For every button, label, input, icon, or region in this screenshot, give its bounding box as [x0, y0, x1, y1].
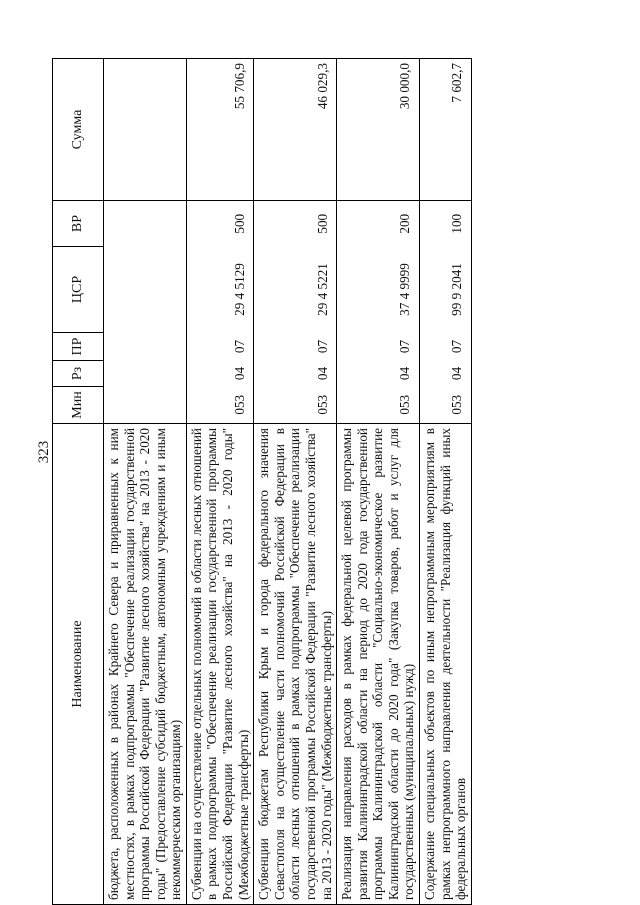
row-vr: 200: [337, 201, 420, 247]
row-pr: 07: [337, 333, 420, 361]
header-name: Наименование: [53, 424, 104, 905]
table-row: [254, 59, 337, 905]
row-vr: 500: [254, 201, 337, 247]
row-description: Реализация направления расходов в рамках федеральной целевой программы развития Калининградской области на период до 2020 года государственной программы Калининградской области "Социально-экономическое развитие Калининградской области до 2020 года" (Закупка товаров, работ и услуг для государственных (муниципальных) нужд): [337, 424, 420, 905]
header-csr: ЦСР: [53, 247, 104, 333]
row-csr: 29 4 5129: [186, 247, 253, 333]
header-sum: Сумма: [53, 59, 104, 201]
row-vr: 500: [186, 201, 253, 247]
header-rz: Рз: [53, 361, 104, 387]
row-sum: 30 000,0: [337, 59, 420, 201]
row-pr: 07: [419, 333, 471, 361]
row-rz: 04: [186, 361, 253, 387]
row-vr: [104, 201, 187, 247]
page-number: 323: [36, 440, 52, 464]
row-min: 053: [254, 387, 337, 424]
row-rz: 04: [419, 361, 471, 387]
row-min: 053: [419, 387, 471, 424]
row-description: Субвенции на осуществление отдельных полномочий в области лесных отношений в рамках подпрограммы "Обеспечение реализации государственной программы Российской Федерации "Развитие лесного хозяйства" на 2013 - 2020 годы" (Межбюджетные трансферты): [186, 424, 253, 905]
row-description: Содержание специальных объектов по иным непрограммным мероприятиям в рамках непрограммного направления деятельности "Реализация функций иных федеральных органов: [419, 424, 471, 905]
row-description: Субвенции бюджетам Республики Крым и города федерального значения Севастополя на осуществление части полномочий Российской Федерации в области лесных отношений в рамках подпрограммы "Обеспечение реализации государственной программы Российской Федерации "Развитие лесного хозяйства" на 2013 - 2020 годы" (Межбюджетные трансферты): [254, 424, 337, 905]
row-csr: 99 9 2041: [419, 247, 471, 333]
row-min: 053: [337, 387, 420, 424]
row-rz: [104, 361, 187, 387]
budget-table: [52, 58, 472, 905]
row-pr: 07: [186, 333, 253, 361]
row-sum: 46 029,3: [254, 59, 337, 201]
row-sum: 7 602,7: [419, 59, 471, 201]
row-pr: 07: [254, 333, 337, 361]
row-pr: [104, 333, 187, 361]
header-pr: ПР: [53, 333, 104, 361]
row-rz: 04: [254, 361, 337, 387]
row-min: [104, 387, 187, 424]
row-csr: [104, 247, 187, 333]
table-row: [186, 59, 253, 905]
row-vr: 100: [419, 201, 471, 247]
row-sum: [104, 59, 187, 201]
row-min: 053: [186, 387, 253, 424]
row-csr: 29 4 5221: [254, 247, 337, 333]
row-description: бюджета, расположенных в районах Крайнего Севера и приравненных к ним местностях, в рамках подпрограммы "Обеспечение реализации государственной программы Российской Федерации "Развитие лесного хозяйства" на 2013 - 2020 годы" (Предоставление субсидий бюджетным, автономным учреждениям и иным некоммерческим организациям): [104, 424, 187, 905]
table-header-row: [53, 59, 104, 905]
header-vr: ВР: [53, 201, 104, 247]
table-row: [104, 59, 187, 905]
header-min: Мин: [53, 387, 104, 424]
row-csr: 37 4 9999: [337, 247, 420, 333]
table-row: [419, 59, 471, 905]
row-sum: 55 706,9: [186, 59, 253, 201]
row-rz: 04: [337, 361, 420, 387]
table-row: [337, 59, 420, 905]
